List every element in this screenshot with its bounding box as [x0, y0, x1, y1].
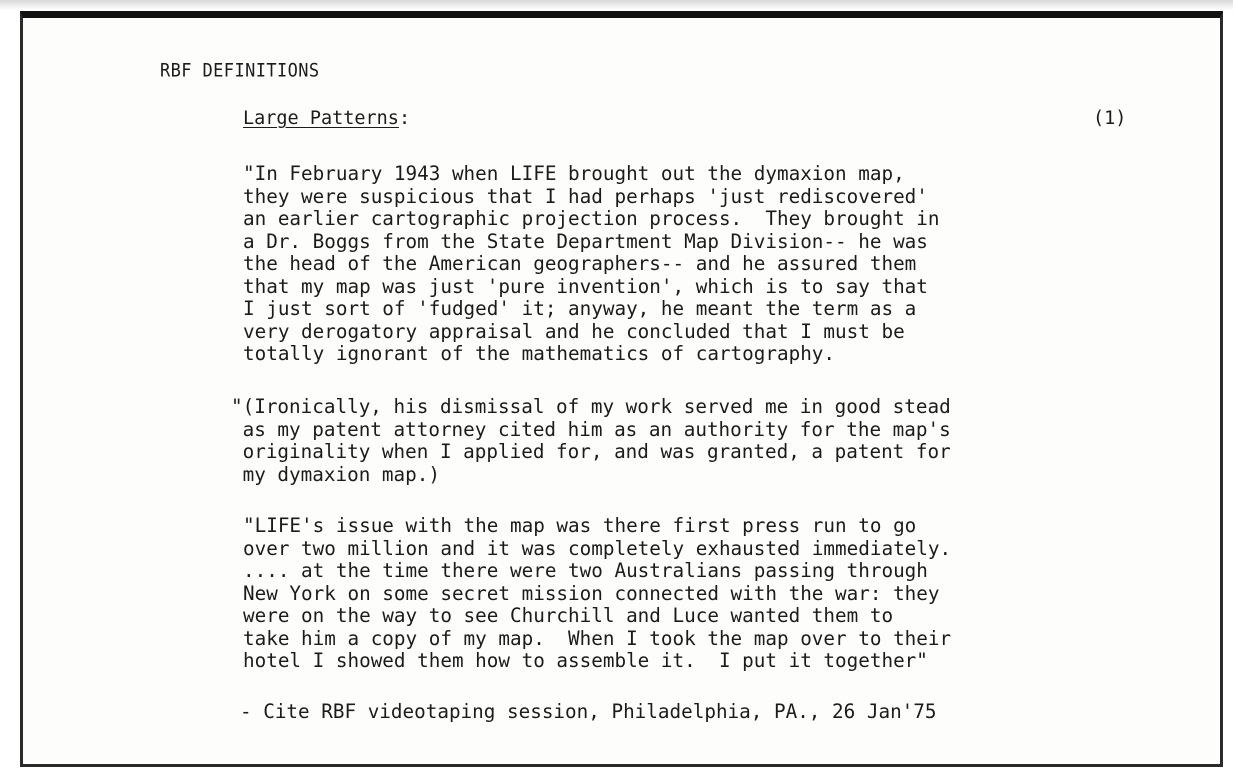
scan-edge	[0, 0, 1233, 10]
quote-paragraph-3: "LIFE's issue with the map was there first press run to go over two million and it was completely exhausted immediately. .... at the time there were two Australians passing through New York on some secret mission connected with the war: they were on the way to see Churchill and Luce wanted them to take him a copy of my map. When I took the map over to their hotel I showed them how to assemble it. I put it together"	[243, 514, 952, 672]
section-heading-colon: :	[398, 108, 411, 129]
page-title: RBF DEFINITIONS	[160, 60, 320, 82]
citation: - Cite RBF videotaping session, Philadelphia, PA., 26 Jan'75	[240, 700, 937, 723]
section-heading-text: Large Patterns	[243, 108, 399, 129]
quote-paragraph-1: "In February 1943 when LIFE brought out the dymaxion map, they were suspicious that I had perhaps 'just rediscovered' an earlier cartographic projection process. They brought in a Dr. Boggs from the State Department Map Division-- he was the head of the American geographers-- and he assured them that my map was just 'pure invention', which is to say that I just sort of 'fudged' it; anyway, he meant the term as a very derogatory appraisal and he concluded that I must be totally ignorant of the mathematics of cartography.	[243, 162, 940, 365]
section-heading	[243, 108, 410, 129]
section-number: (1)	[1093, 108, 1127, 129]
quote-paragraph-2: "(Ironically, his dismissal of my work served me in good stead as my patent attorney cited him as an authority for the map's originality when I applied for, and was granted, a patent for my dymaxion map.)	[231, 395, 951, 486]
